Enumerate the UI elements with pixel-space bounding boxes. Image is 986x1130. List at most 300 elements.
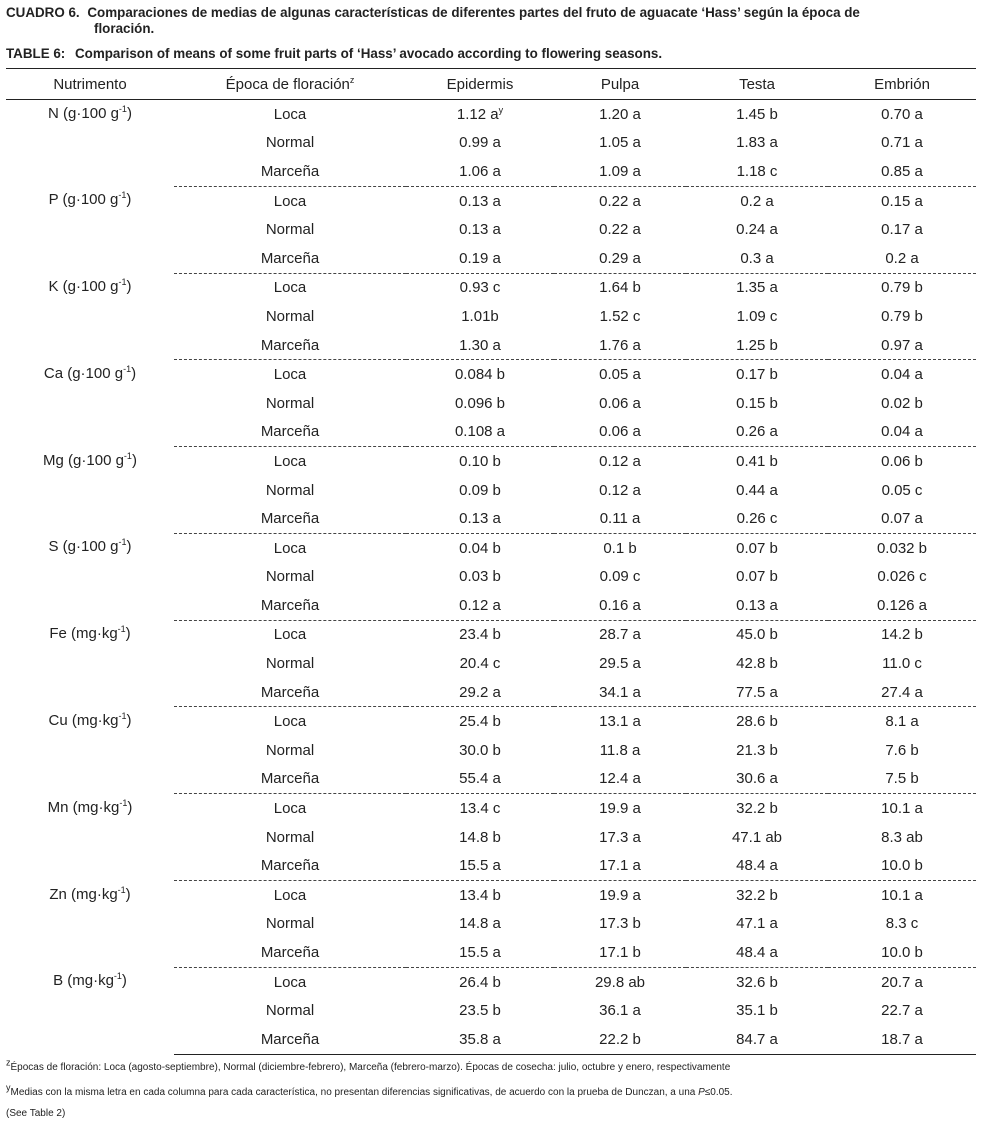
testa-cell — [686, 447, 828, 476]
testa-value: 1.83 a — [736, 134, 778, 152]
pulpa-cell — [554, 823, 686, 852]
testa-value: 0.15 b — [736, 394, 778, 412]
pulpa-cell — [554, 620, 686, 649]
embrion-value: 0.04 a — [881, 423, 923, 441]
pulpa-cell — [554, 794, 686, 823]
embrion-value: 0.06 b — [881, 452, 923, 470]
pulpa-value: 1.05 a — [599, 134, 641, 152]
nutrient-label-close: ) — [127, 798, 133, 816]
testa-value: 0.13 a — [736, 596, 778, 614]
embrion-value: 10.1 a — [881, 800, 923, 818]
nutrient-label-close: ) — [131, 364, 137, 382]
footnote-y-p: P — [698, 1087, 705, 1098]
epidermis-value: 35.8 a — [459, 1030, 501, 1048]
footnote-see-table: (See Table 2) — [6, 1108, 66, 1119]
nutrient-label — [6, 881, 174, 968]
pulpa-cell — [554, 215, 686, 244]
testa-value: 21.3 b — [736, 741, 778, 759]
embrion-value: 7.6 b — [885, 741, 919, 759]
testa-value: 35.1 b — [736, 1002, 778, 1020]
embrion-cell — [828, 244, 976, 273]
season-cell: Loca — [174, 360, 406, 389]
pulpa-value: 36.1 a — [599, 1002, 641, 1020]
nutrient-label-close: ) — [126, 105, 132, 122]
embrion-value: 0.79 b — [881, 279, 923, 297]
epidermis-value: 13.4 c — [459, 800, 501, 818]
testa-cell — [686, 360, 828, 389]
testa-cell — [686, 533, 828, 562]
pulpa-value: 11.8 a — [599, 741, 641, 759]
epidermis-cell — [406, 476, 554, 505]
nutrient-label-text: P (g·100 g — [48, 191, 119, 209]
testa-value: 30.6 a — [736, 770, 778, 788]
epidermis-cell — [406, 418, 554, 447]
nutrient-label-text: Fe (mg·kg — [49, 625, 118, 643]
testa-value: 77.5 a — [736, 683, 778, 701]
embrion-value: 20.7 a — [881, 973, 923, 991]
pulpa-value: 17.1 a — [599, 857, 641, 875]
header-embrion: Embrión — [828, 69, 976, 100]
season-cell: Marceña — [260, 857, 320, 875]
epidermis-value: 0.13 a — [459, 510, 501, 528]
epidermis-value: 20.4 c — [459, 655, 501, 673]
testa-value: 32.2 b — [736, 800, 778, 818]
epidermis-value: 1.01b — [461, 307, 499, 325]
testa-cell — [686, 244, 828, 273]
epidermis-cell — [406, 215, 554, 244]
epidermis-cell — [406, 649, 554, 678]
pulpa-cell — [554, 996, 686, 1025]
testa-value: 1.18 c — [736, 162, 778, 180]
epidermis-cell — [406, 186, 554, 215]
nutrient-label-close: ) — [126, 711, 132, 729]
embrion-cell — [828, 157, 976, 186]
epidermis-cell — [406, 591, 554, 620]
nutrient-label-sup: -1 — [123, 363, 132, 374]
season-cell: Loca — [174, 967, 406, 996]
season-cell: Normal — [265, 134, 315, 152]
epidermis-value: 13.4 b — [459, 886, 501, 904]
caption-spanish-text: Comparaciones de medias de algunas características de diferentes partes del fruto de aguacate ‘Hass’ según la época de — [87, 5, 860, 20]
nutrient-label-text: Cu (mg·kg — [48, 711, 119, 729]
pulpa-value: 28.7 a — [599, 626, 641, 644]
nutrient-label — [6, 360, 174, 447]
epidermis-value: 0.13 a — [459, 192, 501, 210]
embrion-cell — [828, 302, 976, 331]
epidermis-value: 15.5 a — [459, 857, 501, 875]
pulpa-cell — [554, 649, 686, 678]
embrion-cell — [828, 620, 976, 649]
pulpa-cell — [554, 881, 686, 910]
testa-cell — [686, 215, 828, 244]
embrion-value: 0.126 a — [876, 596, 928, 614]
nutrient-label-sup: -1 — [118, 710, 127, 721]
testa-value: 1.09 c — [736, 307, 778, 325]
season-cell: Loca — [174, 794, 406, 823]
embrion-value: 0.97 a — [881, 336, 923, 354]
embrion-cell — [828, 447, 976, 476]
nutrient-label-text: Zn (mg·kg — [49, 885, 118, 903]
embrion-value: 22.7 a — [881, 1002, 923, 1020]
testa-cell — [686, 938, 828, 967]
testa-value: 84.7 a — [736, 1030, 778, 1048]
header-testa: Testa — [686, 69, 828, 100]
table-row — [6, 360, 976, 389]
nutrient-label-sup: -1 — [118, 537, 127, 548]
epidermis-value: 30.0 b — [459, 741, 501, 759]
season-cell: Loca — [174, 707, 406, 736]
testa-cell — [686, 649, 828, 678]
testa-value: 48.4 a — [736, 944, 778, 962]
testa-value: 0.44 a — [736, 481, 778, 499]
testa-cell — [686, 100, 828, 129]
nutrient-label-close: ) — [125, 625, 131, 643]
epidermis-cell — [406, 851, 554, 880]
testa-cell — [686, 996, 828, 1025]
nutrient-label — [6, 794, 174, 881]
nutrient-label-sup: -1 — [113, 971, 122, 982]
pulpa-value: 1.20 a — [599, 105, 641, 123]
embrion-value: 7.5 b — [885, 770, 919, 788]
pulpa-value: 17.3 a — [599, 828, 641, 846]
pulpa-cell — [554, 563, 686, 592]
pulpa-cell — [554, 765, 686, 794]
pulpa-cell — [554, 504, 686, 533]
pulpa-value: 17.1 b — [599, 944, 641, 962]
testa-value: 1.35 a — [736, 279, 778, 297]
season-cell: Normal — [265, 1002, 315, 1020]
nutrient-label-text: Ca (g·100 g — [43, 364, 124, 382]
nutrient-label-close: ) — [126, 278, 132, 296]
pulpa-value: 0.06 a — [599, 423, 641, 441]
testa-cell — [686, 302, 828, 331]
epidermis-value: 0.096 b — [454, 394, 506, 412]
pulpa-cell — [554, 967, 686, 996]
epidermis-cell — [406, 910, 554, 939]
embrion-value: 14.2 b — [881, 626, 923, 644]
season-cell: Marceña — [260, 423, 320, 441]
nutrient-label-close: ) — [125, 885, 131, 903]
epidermis-cell — [406, 620, 554, 649]
epidermis-value: 0.10 b — [459, 452, 501, 470]
pulpa-cell — [554, 476, 686, 505]
testa-value: 45.0 b — [736, 626, 778, 644]
embrion-cell — [828, 533, 976, 562]
epidermis-value: 1.06 a — [459, 162, 501, 180]
footnote-y-end: ≤0.05. — [704, 1087, 733, 1098]
epidermis-value: 15.5 a — [459, 944, 501, 962]
pulpa-cell — [554, 273, 686, 302]
nutrient-label-text: K (g·100 g — [48, 278, 119, 296]
nutrient-label — [6, 533, 174, 620]
embrion-cell — [828, 996, 976, 1025]
pulpa-value: 0.06 a — [599, 394, 641, 412]
embrion-cell — [828, 215, 976, 244]
epidermis-cell — [406, 765, 554, 794]
pulpa-cell — [554, 389, 686, 418]
epidermis-value: 0.04 b — [459, 539, 501, 557]
embrion-cell — [828, 476, 976, 505]
pulpa-cell — [554, 1025, 686, 1054]
epidermis-value: 0.99 a — [459, 134, 501, 152]
nutrient-label-sup: -1 — [118, 104, 127, 114]
pulpa-cell — [554, 360, 686, 389]
pulpa-value: 19.9 a — [599, 800, 641, 818]
nutrient-label-sup: -1 — [117, 884, 126, 895]
caption-english-label: TABLE 6: — [6, 46, 66, 61]
header-epidermis: Epidermis — [406, 69, 554, 100]
embrion-cell — [828, 273, 976, 302]
testa-value: 0.24 a — [736, 221, 778, 239]
embrion-value: 8.3 c — [885, 915, 919, 933]
testa-value: 47.1 ab — [731, 828, 783, 846]
season-cell: Marceña — [260, 162, 320, 180]
nutrient-label-sup: -1 — [118, 277, 127, 288]
testa-value: 0.41 b — [736, 452, 778, 470]
embrion-cell — [828, 678, 976, 707]
pulpa-cell — [554, 100, 686, 129]
embrion-cell — [828, 563, 976, 592]
pulpa-value: 12.4 a — [599, 770, 641, 788]
table-body — [6, 100, 976, 1055]
header-pulpa: Pulpa — [554, 69, 686, 100]
epidermis-value: 14.8 a — [459, 915, 501, 933]
footnote-z — [6, 1057, 731, 1073]
season-cell: Marceña — [260, 683, 320, 701]
season-cell: Marceña — [260, 596, 320, 614]
pulpa-cell — [554, 331, 686, 360]
embrion-value: 10.1 a — [881, 886, 923, 904]
pulpa-value: 34.1 a — [599, 683, 641, 701]
nutrient-label-text: S (g·100 g — [48, 538, 119, 556]
embrion-value: 0.026 c — [877, 568, 927, 586]
nutrient-label-text: Mg (g·100 g — [43, 451, 124, 469]
season-cell: Marceña — [260, 510, 320, 528]
epidermis-footnote-mark: y — [498, 104, 504, 115]
testa-value: 42.8 b — [736, 655, 778, 673]
nutrient-label — [6, 967, 174, 1054]
season-cell: Normal — [265, 568, 315, 586]
testa-value: 0.26 a — [736, 423, 778, 441]
embrion-cell — [828, 504, 976, 533]
pulpa-value: 13.1 a — [599, 713, 641, 731]
nutrient-label — [6, 447, 174, 534]
embrion-cell — [828, 331, 976, 360]
season-cell: Marceña — [260, 336, 320, 354]
pulpa-value: 1.76 a — [599, 336, 641, 354]
testa-cell — [686, 678, 828, 707]
testa-value: 0.26 c — [736, 510, 778, 528]
pulpa-value: 0.22 a — [599, 192, 641, 210]
epidermis-cell — [406, 389, 554, 418]
nutrient-label — [6, 100, 174, 187]
embrion-cell — [828, 1025, 976, 1054]
testa-value: 28.6 b — [736, 713, 778, 731]
nutrient-label-close: ) — [126, 538, 132, 556]
pulpa-cell — [554, 533, 686, 562]
epidermis-cell — [406, 273, 554, 302]
testa-cell — [686, 967, 828, 996]
embrion-value: 0.04 a — [881, 366, 923, 384]
testa-cell — [686, 707, 828, 736]
nutrient-label-sup: -1 — [119, 797, 128, 808]
season-cell: Marceña — [260, 770, 320, 788]
embrion-cell — [828, 736, 976, 765]
caption-spanish — [6, 5, 976, 37]
testa-value: 0.17 b — [736, 366, 778, 384]
pulpa-value: 1.64 b — [599, 279, 641, 297]
table-row — [6, 881, 976, 910]
embrion-value: 0.70 a — [881, 105, 923, 123]
epidermis-cell — [406, 938, 554, 967]
testa-cell — [686, 563, 828, 592]
testa-cell — [686, 910, 828, 939]
epidermis-cell — [406, 302, 554, 331]
epidermis-cell — [406, 157, 554, 186]
embrion-cell — [828, 418, 976, 447]
epidermis-cell — [406, 504, 554, 533]
testa-cell — [686, 765, 828, 794]
epidermis-cell — [406, 563, 554, 592]
caption-english — [6, 46, 662, 62]
epidermis-cell — [406, 823, 554, 852]
header-epoca — [174, 69, 406, 100]
embrion-cell — [828, 851, 976, 880]
epidermis-cell — [406, 1025, 554, 1054]
nutrient-table — [6, 68, 976, 1055]
pulpa-cell — [554, 129, 686, 158]
epidermis-cell — [406, 100, 554, 129]
embrion-value: 10.0 b — [881, 944, 923, 962]
season-cell: Marceña — [260, 249, 320, 267]
embrion-cell — [828, 823, 976, 852]
embrion-value: 0.17 a — [881, 221, 923, 239]
epidermis-value: 26.4 b — [459, 973, 501, 991]
embrion-value: 0.032 b — [876, 539, 928, 557]
season-cell: Loca — [174, 273, 406, 302]
testa-cell — [686, 129, 828, 158]
pulpa-cell — [554, 302, 686, 331]
epidermis-value: 23.4 b — [459, 626, 501, 644]
pulpa-cell — [554, 244, 686, 273]
nutrient-label — [6, 186, 174, 273]
epidermis-value: 0.03 b — [459, 568, 501, 586]
pulpa-value: 1.09 a — [599, 162, 641, 180]
nutrient-label-text: Mn (mg·kg — [47, 798, 120, 816]
embrion-cell — [828, 881, 976, 910]
epidermis-cell — [406, 533, 554, 562]
table-row — [6, 533, 976, 562]
embrion-value: 0.79 b — [881, 307, 923, 325]
footnote-y-mark: y — [6, 1082, 11, 1093]
epidermis-value: 29.2 a — [459, 683, 501, 701]
table-row — [6, 273, 976, 302]
testa-value: 48.4 a — [736, 857, 778, 875]
season-cell: Marceña — [260, 944, 320, 962]
pulpa-value: 0.09 c — [599, 568, 641, 586]
header-nutrimento: Nutrimento — [6, 69, 174, 100]
header-epoca-text: Época de floración — [225, 75, 350, 93]
testa-cell — [686, 476, 828, 505]
embrion-value: 8.1 a — [885, 713, 919, 731]
epidermis-value: 25.4 b — [459, 713, 501, 731]
season-cell: Loca — [174, 620, 406, 649]
caption-english-text: Comparison of means of some fruit parts of ‘Hass’ avocado according to flowering seasons. — [75, 46, 663, 61]
embrion-cell — [828, 649, 976, 678]
pulpa-cell — [554, 447, 686, 476]
nutrient-label-sup: -1 — [123, 450, 132, 461]
embrion-cell — [828, 938, 976, 967]
caption-spanish-continuation: floración. — [94, 21, 155, 36]
embrion-value: 0.07 a — [881, 510, 923, 528]
embrion-value: 8.3 ab — [881, 828, 923, 846]
table-row — [6, 794, 976, 823]
embrion-cell — [828, 794, 976, 823]
embrion-value: 10.0 b — [881, 857, 923, 875]
season-cell: Loca — [174, 186, 406, 215]
pulpa-cell — [554, 736, 686, 765]
table-row — [6, 447, 976, 476]
embrion-value: 0.2 a — [885, 249, 919, 267]
embrion-value: 11.0 c — [882, 655, 922, 673]
season-cell: Loca — [174, 447, 406, 476]
season-cell: Marceña — [174, 1025, 406, 1054]
pulpa-value: 19.9 a — [599, 886, 641, 904]
epidermis-value: 0.108 a — [454, 423, 506, 441]
testa-cell — [686, 186, 828, 215]
pulpa-cell — [554, 591, 686, 620]
testa-value: 32.6 b — [736, 973, 778, 991]
table-header-row — [6, 69, 976, 100]
season-cell: Normal — [265, 741, 315, 759]
testa-cell — [686, 736, 828, 765]
pulpa-value: 0.12 a — [599, 452, 641, 470]
embrion-cell — [828, 967, 976, 996]
pulpa-value: 0.1 b — [603, 539, 637, 557]
nutrient-label — [6, 707, 174, 794]
pulpa-cell — [554, 186, 686, 215]
nutrient-label-sup: -1 — [118, 190, 127, 201]
epidermis-value: 14.8 b — [459, 828, 501, 846]
embrion-cell — [828, 389, 976, 418]
epidermis-value: 0.084 b — [454, 366, 506, 384]
footnote-z-text: Épocas de floración: Loca (agosto-septiembre), Normal (diciembre-febrero), Marceña (febrero-marzo). Épocas de cosecha: julio, octubre y enero, respectivamente — [10, 1062, 731, 1073]
epidermis-cell — [406, 967, 554, 996]
table-row — [6, 707, 976, 736]
nutrient-label — [6, 620, 174, 707]
table-row — [6, 100, 976, 129]
pulpa-value: 0.22 a — [599, 221, 641, 239]
pulpa-value: 0.29 a — [599, 249, 641, 267]
testa-cell — [686, 418, 828, 447]
testa-cell — [686, 591, 828, 620]
season-cell: Normal — [265, 481, 315, 499]
testa-value: 0.3 a — [740, 249, 774, 267]
footnote-z-mark: z — [6, 1057, 11, 1068]
epidermis-cell — [406, 881, 554, 910]
testa-value: 47.1 a — [736, 915, 778, 933]
epidermis-value: 0.93 c — [459, 279, 501, 297]
embrion-value: 0.05 c — [881, 481, 923, 499]
embrion-cell — [828, 100, 976, 129]
season-cell: Normal — [265, 915, 315, 933]
pulpa-value: 0.11 a — [599, 510, 641, 528]
testa-cell — [686, 504, 828, 533]
pulpa-value: 0.16 a — [599, 596, 641, 614]
nutrient-label-text: N (g·100 g — [48, 105, 119, 122]
table-row — [6, 620, 976, 649]
nutrient-label-close: ) — [121, 972, 127, 990]
